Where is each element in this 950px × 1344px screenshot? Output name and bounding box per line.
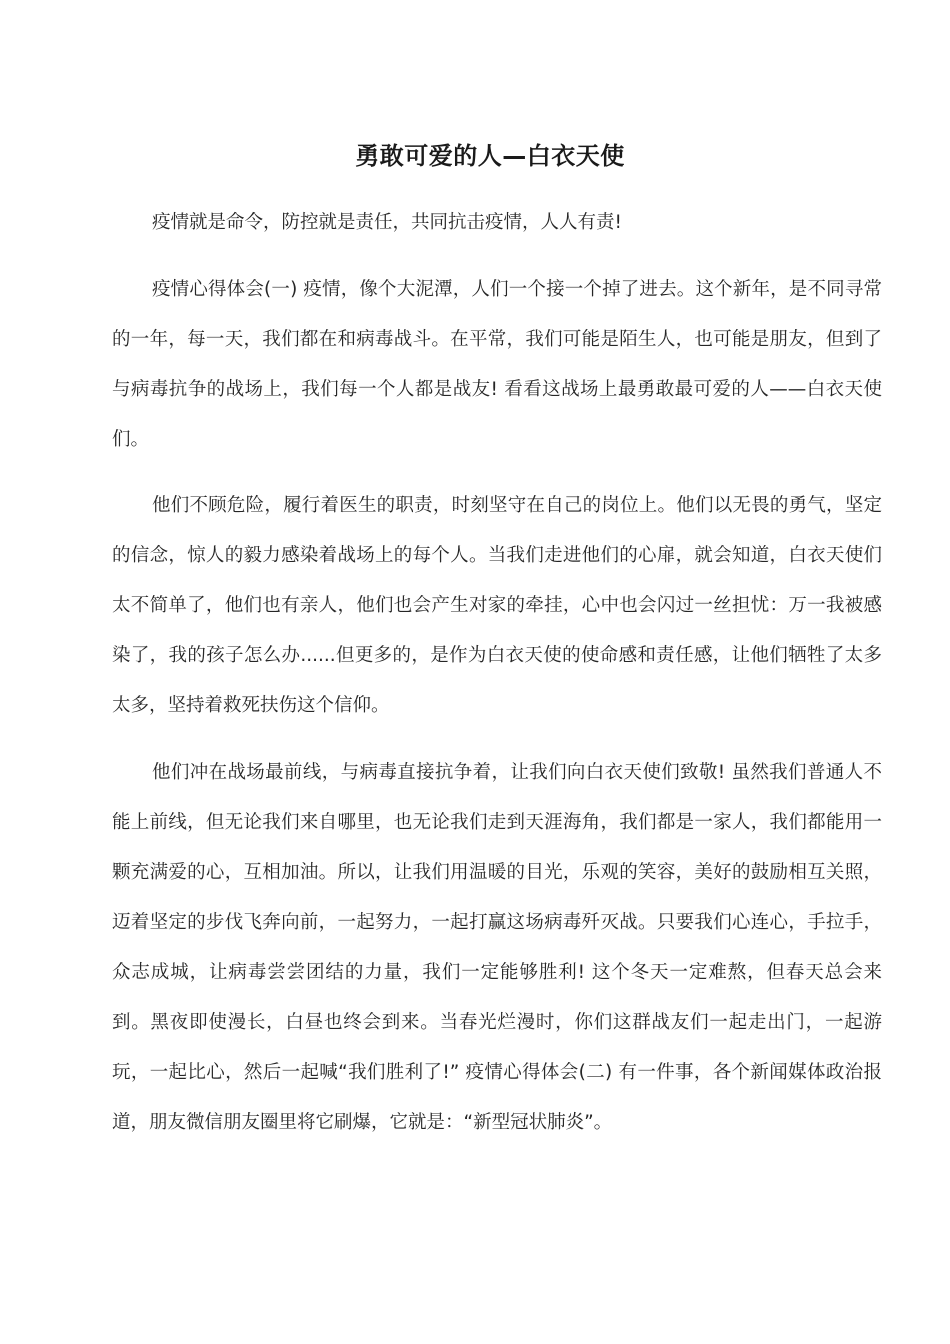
document-title: 勇敢可爱的人—白衣天使 [355, 142, 625, 170]
paragraph-intro: 疫情就是命令，防控就是责任，共同抗击疫情，人人有责! [152, 212, 622, 233]
paragraph-doctors-duty: 他们不顾危险，履行着医生的职责，时刻坚守在自己的岗位上。他们以无畏的勇气，坚定的信念，惊人的毅力感染着战场上的每个人。当我们走进他们的心扉，就会知道，白衣天使们太不简单了，他们也有亲人，他们也会产生对家的牵挂，心中也会闪过一丝担忧：万一我被感染了，我的孩子怎么办......但更多的，是作为白衣天使的使命感和责任感，让他们牺牲了太多太多，坚持着救死扶伤这个信仰。 [112, 495, 882, 716]
paragraph-experience-one: 疫情心得体会(一) 疫情，像个大泥潭，人们一个接一个掉了进去。这个新年，是不同寻常的一年，每一天，我们都在和病毒战斗。在平常，我们可能是陌生人，也可能是朋友，但到了与病毒抗争的战场上，我们每一个人都是战友! 看看这战场上最勇敢最可爱的人——白衣天使们。 [112, 279, 882, 450]
paragraph-frontline: 他们冲在战场最前线，与病毒直接抗争着，让我们向白衣天使们致敬! 虽然我们普通人不能上前线，但无论我们来自哪里，也无论我们走到天涯海角，我们都是一家人，我们都能用一颗充满爱的心，互相加油。所以，让我们用温暖的目光，乐观的笑容，美好的鼓励相互关照，迈着坚定的步伐飞奔向前，一起努力，一起打赢这场病毒歼灭战。只要我们心连心，手拉手，众志成城，让病毒尝尝团结的力量，我们一定能够胜利! 这个冬天一定难熬，但春天总会来到。黑夜即使漫长，白昼也终会到来。当春光烂漫时，你们这群战友们一起走出门，一起游玩，一起比心，然后一起喊“我们胜利了!” 疫情心得体会(二) 有一件事，各个新闻媒体政治报道，朋友微信朋友圈里将它刷爆，它就是：“新型冠状肺炎”。 [112, 762, 882, 1133]
